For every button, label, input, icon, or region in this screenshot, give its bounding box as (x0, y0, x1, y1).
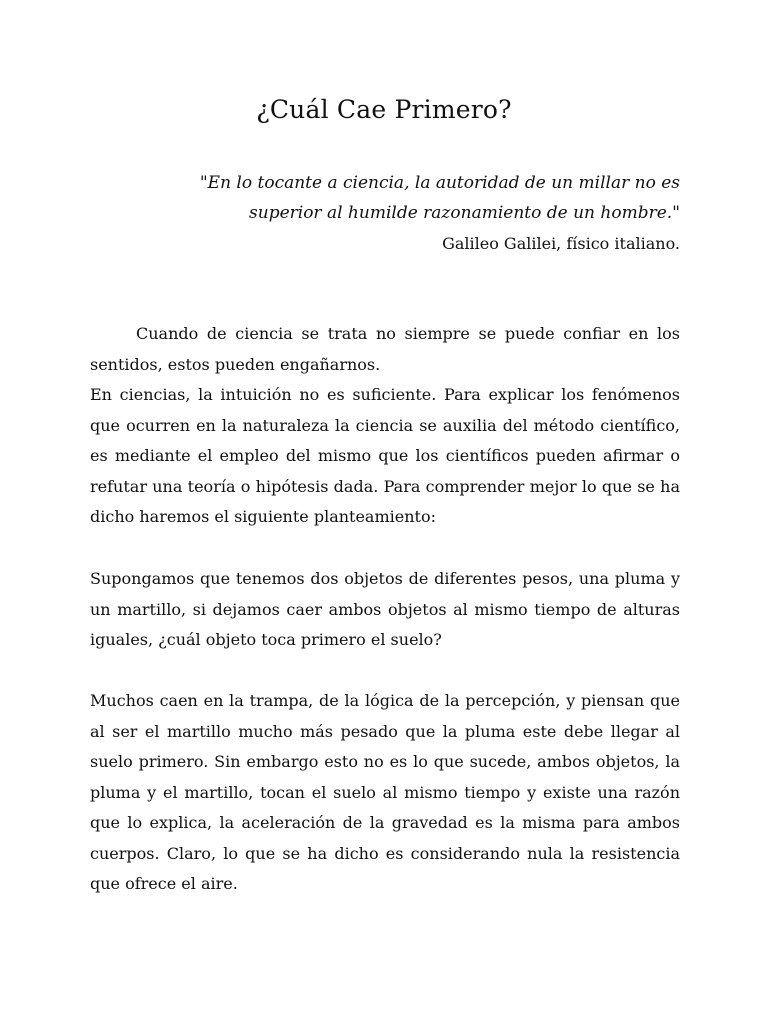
paragraph-4: Muchos caen en la trampa, de la lógica de la percepción, y piensan que al ser el martillo mucho más pesado que la pluma este debe llegar al suelo primero. Sin embargo esto no es lo que sucede, ambos objetos, la pluma y el martillo, tocan el suelo al mismo tiempo y existe una razón que lo explica, la aceleración de la gravedad es la misma para ambos cuerpos. Claro, lo que se ha dicho es considerando nula la resistencia que ofrece el aire. (90, 691, 680, 893)
document-title: ¿Cuál Cae Primero? (256, 95, 512, 124)
paragraph-1: Cuando de ciencia se trata no siempre se puede confiar en los sentidos, estos pueden engañarnos. (90, 324, 680, 374)
epigraph-attribution: Galileo Galilei, físico italiano. (442, 234, 680, 253)
paragraph-3: Supongamos que tenemos dos objetos de diferentes pesos, una pluma y un martillo, si dejamos caer ambos objetos al mismo tiempo de alturas iguales, ¿cuál objeto toca primero el suelo? (90, 569, 680, 649)
epigraph-quote: "En lo tocante a ciencia, la autoridad de un millar no es superior al humilde razonamiento de un hombre." (199, 173, 680, 223)
paragraph-2: En ciencias, la intuición no es suficiente. Para explicar los fenómenos que ocurren en la naturaleza la ciencia se auxilia del método científico, es mediante el empleo del mismo que los científicos pueden afirmar o refutar una teoría o hipótesis dada. Para comprender mejor lo que se ha dicho haremos el siguiente planteamiento: (90, 385, 680, 526)
